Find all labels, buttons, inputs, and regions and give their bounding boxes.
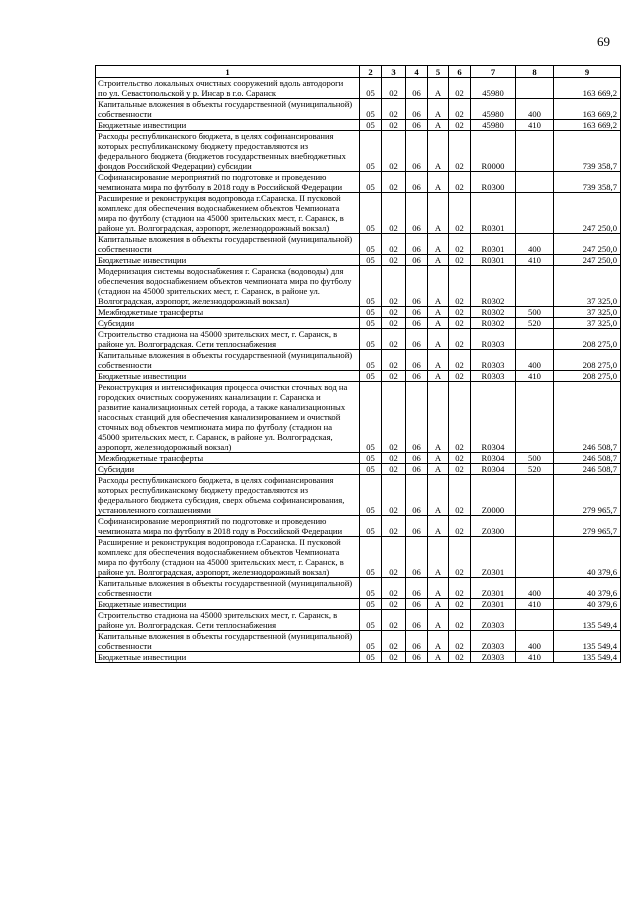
measure-code-cell: 02 [449, 516, 471, 537]
subsection-code-cell: 02 [382, 255, 406, 266]
table-row [96, 516, 621, 537]
measure-code-cell: 02 [449, 329, 471, 350]
amount-cell: 247 250,0 [554, 234, 621, 255]
program-code-cell: 06 [406, 318, 428, 329]
section-code-cell: 05 [360, 350, 382, 371]
amount-cell: 247 250,0 [554, 193, 621, 234]
program-code-cell: 06 [406, 172, 428, 193]
expense-type-code-cell [516, 382, 554, 453]
target-article-code-cell: R0302 [471, 318, 516, 329]
program-code-cell: 06 [406, 120, 428, 131]
subprogram-code-cell: А [428, 537, 449, 578]
item-description-cell: Бюджетные инвестиции [96, 599, 360, 610]
table-row [96, 329, 621, 350]
program-code-cell: 06 [406, 610, 428, 631]
section-code-cell: 05 [360, 371, 382, 382]
subsection-code-cell: 02 [382, 578, 406, 599]
section-code-cell: 05 [360, 172, 382, 193]
header-cell: 3 [382, 66, 406, 78]
amount-cell: 279 965,7 [554, 516, 621, 537]
expense-type-code-cell: 400 [516, 350, 554, 371]
item-description-cell: Капитальные вложения в объекты государственной (муниципальной) собственности [96, 631, 360, 652]
item-description-cell: Софинансирование мероприятий по подготовке и проведению чемпионата мира по футболу в 2018 году в Российской Федерации [96, 516, 360, 537]
amount-cell: 739 358,7 [554, 172, 621, 193]
table-row [96, 631, 621, 652]
amount-cell: 739 358,7 [554, 131, 621, 172]
subsection-code-cell: 02 [382, 537, 406, 578]
subsection-code-cell: 02 [382, 329, 406, 350]
target-article-code-cell: R0304 [471, 453, 516, 464]
measure-code-cell: 02 [449, 99, 471, 120]
table-header-row [96, 66, 621, 78]
amount-cell: 135 549,4 [554, 610, 621, 631]
section-code-cell: 05 [360, 266, 382, 307]
measure-code-cell: 02 [449, 318, 471, 329]
table-row [96, 453, 621, 464]
program-code-cell: 06 [406, 307, 428, 318]
program-code-cell: 06 [406, 382, 428, 453]
subsection-code-cell: 02 [382, 599, 406, 610]
subprogram-code-cell: А [428, 266, 449, 307]
measure-code-cell: 02 [449, 599, 471, 610]
target-article-code-cell: Z0301 [471, 537, 516, 578]
program-code-cell: 06 [406, 516, 428, 537]
subsection-code-cell: 02 [382, 371, 406, 382]
subprogram-code-cell: А [428, 193, 449, 234]
program-code-cell: 06 [406, 652, 428, 663]
program-code-cell: 06 [406, 537, 428, 578]
amount-cell: 163 669,2 [554, 99, 621, 120]
program-code-cell: 06 [406, 131, 428, 172]
amount-cell: 246 508,7 [554, 382, 621, 453]
amount-cell: 208 275,0 [554, 329, 621, 350]
program-code-cell: 06 [406, 99, 428, 120]
target-article-code-cell: R0303 [471, 371, 516, 382]
expense-type-code-cell [516, 516, 554, 537]
expense-type-code-cell [516, 475, 554, 516]
item-description-cell: Капитальные вложения в объекты государственной (муниципальной) собственности [96, 350, 360, 371]
amount-cell: 247 250,0 [554, 255, 621, 266]
amount-cell: 40 379,6 [554, 537, 621, 578]
budget-table [95, 65, 621, 663]
subprogram-code-cell: А [428, 350, 449, 371]
table-row [96, 131, 621, 172]
item-description-cell: Бюджетные инвестиции [96, 255, 360, 266]
section-code-cell: 05 [360, 578, 382, 599]
subsection-code-cell: 02 [382, 234, 406, 255]
subprogram-code-cell: А [428, 318, 449, 329]
item-description-cell: Строительство локальных очистных сооружений вдоль автодороги по ул. Севастопольской у р. Инсар в г.о. Саранск [96, 78, 360, 99]
section-code-cell: 05 [360, 610, 382, 631]
subprogram-code-cell: А [428, 371, 449, 382]
table-row [96, 475, 621, 516]
target-article-code-cell: Z0000 [471, 475, 516, 516]
table-row [96, 234, 621, 255]
table-row [96, 652, 621, 663]
section-code-cell: 05 [360, 475, 382, 516]
section-code-cell: 05 [360, 120, 382, 131]
subprogram-code-cell: А [428, 131, 449, 172]
subsection-code-cell: 02 [382, 131, 406, 172]
table-row [96, 120, 621, 131]
item-description-cell: Бюджетные инвестиции [96, 120, 360, 131]
table-row [96, 318, 621, 329]
expense-type-code-cell: 410 [516, 599, 554, 610]
section-code-cell: 05 [360, 234, 382, 255]
measure-code-cell: 02 [449, 464, 471, 475]
header-cell: 9 [554, 66, 621, 78]
subsection-code-cell: 02 [382, 307, 406, 318]
measure-code-cell: 02 [449, 266, 471, 307]
item-description-cell: Капитальные вложения в объекты государственной (муниципальной) собственности [96, 234, 360, 255]
amount-cell: 208 275,0 [554, 350, 621, 371]
section-code-cell: 05 [360, 382, 382, 453]
table-row [96, 99, 621, 120]
item-description-cell: Субсидии [96, 464, 360, 475]
section-code-cell: 05 [360, 329, 382, 350]
measure-code-cell: 02 [449, 120, 471, 131]
expense-type-code-cell: 400 [516, 578, 554, 599]
measure-code-cell: 02 [449, 307, 471, 318]
amount-cell: 279 965,7 [554, 475, 621, 516]
item-description-cell: Расширение и реконструкция водопровода г.Саранска. II пусковой комплекс для обеспечения водоснабжением объектов Чемпионата мира по футболу (стадион на 45000 зрительских мест, г. Саранск, в районе ул. Волгоградская, аэропорт, железнодорожный вокзал) [96, 537, 360, 578]
subprogram-code-cell: А [428, 307, 449, 318]
program-code-cell: 06 [406, 193, 428, 234]
header-cell: 4 [406, 66, 428, 78]
target-article-code-cell: R0300 [471, 172, 516, 193]
measure-code-cell: 02 [449, 652, 471, 663]
subprogram-code-cell: А [428, 516, 449, 537]
subprogram-code-cell: А [428, 464, 449, 475]
expense-type-code-cell: 520 [516, 464, 554, 475]
target-article-code-cell: R0301 [471, 193, 516, 234]
header-cell: 5 [428, 66, 449, 78]
table-row [96, 193, 621, 234]
expense-type-code-cell: 400 [516, 631, 554, 652]
measure-code-cell: 02 [449, 172, 471, 193]
amount-cell: 37 325,0 [554, 318, 621, 329]
table-row [96, 307, 621, 318]
target-article-code-cell: R0301 [471, 234, 516, 255]
target-article-code-cell: Z0303 [471, 610, 516, 631]
amount-cell: 135 549,4 [554, 631, 621, 652]
amount-cell: 37 325,0 [554, 266, 621, 307]
item-description-cell: Реконструкция и интенсификация процесса очистки сточных вод на городских очистных сооружениях канализации г. Саранска и развитие канализационных сетей города, а также канализационных насосных станций для обеспечения канализированием и очисткой сточных вод объектов чемпионата мира по футболу (стадион на 45000 зрительских мест, г. Саранск, в районе ул. Волгоградская, аэропорт, железнодорожный вокзал) [96, 382, 360, 453]
measure-code-cell: 02 [449, 537, 471, 578]
subprogram-code-cell: А [428, 78, 449, 99]
section-code-cell: 05 [360, 318, 382, 329]
subprogram-code-cell: А [428, 172, 449, 193]
measure-code-cell: 02 [449, 631, 471, 652]
program-code-cell: 06 [406, 475, 428, 516]
measure-code-cell: 02 [449, 255, 471, 266]
subsection-code-cell: 02 [382, 610, 406, 631]
subprogram-code-cell: А [428, 475, 449, 516]
subsection-code-cell: 02 [382, 78, 406, 99]
program-code-cell: 06 [406, 631, 428, 652]
subsection-code-cell: 02 [382, 318, 406, 329]
subprogram-code-cell: А [428, 329, 449, 350]
target-article-code-cell: R0303 [471, 350, 516, 371]
subprogram-code-cell: А [428, 631, 449, 652]
measure-code-cell: 02 [449, 475, 471, 516]
target-article-code-cell: 45980 [471, 78, 516, 99]
expense-type-code-cell: 410 [516, 120, 554, 131]
program-code-cell: 06 [406, 255, 428, 266]
amount-cell: 135 549,4 [554, 652, 621, 663]
expense-type-code-cell: 500 [516, 453, 554, 464]
section-code-cell: 05 [360, 99, 382, 120]
target-article-code-cell: Z0300 [471, 516, 516, 537]
subsection-code-cell: 02 [382, 453, 406, 464]
header-cell: 2 [360, 66, 382, 78]
table-row [96, 371, 621, 382]
subsection-code-cell: 02 [382, 652, 406, 663]
measure-code-cell: 02 [449, 193, 471, 234]
section-code-cell: 05 [360, 464, 382, 475]
program-code-cell: 06 [406, 578, 428, 599]
program-code-cell: 06 [406, 266, 428, 307]
table-row [96, 382, 621, 453]
item-description-cell: Бюджетные инвестиции [96, 371, 360, 382]
table-row [96, 266, 621, 307]
subsection-code-cell: 02 [382, 99, 406, 120]
amount-cell: 163 669,2 [554, 78, 621, 99]
subprogram-code-cell: А [428, 578, 449, 599]
section-code-cell: 05 [360, 78, 382, 99]
header-cell: 7 [471, 66, 516, 78]
table-row [96, 599, 621, 610]
measure-code-cell: 02 [449, 453, 471, 464]
item-description-cell: Софинансирование мероприятий по подготовке и проведению чемпионата мира по футболу в 2018 году в Российской Федерации [96, 172, 360, 193]
program-code-cell: 06 [406, 464, 428, 475]
program-code-cell: 06 [406, 234, 428, 255]
expense-type-code-cell: 410 [516, 371, 554, 382]
target-article-code-cell: R0304 [471, 464, 516, 475]
subsection-code-cell: 02 [382, 516, 406, 537]
item-description-cell: Капитальные вложения в объекты государственной (муниципальной) собственности [96, 99, 360, 120]
table-row [96, 610, 621, 631]
item-description-cell: Субсидии [96, 318, 360, 329]
subsection-code-cell: 02 [382, 475, 406, 516]
section-code-cell: 05 [360, 599, 382, 610]
page-number: 69 [597, 34, 610, 49]
target-article-code-cell: Z0303 [471, 652, 516, 663]
subprogram-code-cell: А [428, 234, 449, 255]
section-code-cell: 05 [360, 193, 382, 234]
section-code-cell: 05 [360, 652, 382, 663]
subprogram-code-cell: А [428, 382, 449, 453]
measure-code-cell: 02 [449, 578, 471, 599]
measure-code-cell: 02 [449, 234, 471, 255]
measure-code-cell: 02 [449, 610, 471, 631]
expense-type-code-cell: 400 [516, 234, 554, 255]
item-description-cell: Модернизация системы водоснабжения г. Саранска (водоводы) для обеспечения водоснабжением объектов чемпионата мира по футболу (стадион на 45000 зрительских мест, г. Саранск, в районе ул. Волгоградская, аэропорт, железнодорожный вокзал) [96, 266, 360, 307]
measure-code-cell: 02 [449, 371, 471, 382]
subprogram-code-cell: А [428, 99, 449, 120]
table-row [96, 537, 621, 578]
subsection-code-cell: 02 [382, 350, 406, 371]
subprogram-code-cell: А [428, 120, 449, 131]
amount-cell: 208 275,0 [554, 371, 621, 382]
item-description-cell: Межбюджетные трансферты [96, 307, 360, 318]
section-code-cell: 05 [360, 537, 382, 578]
expense-type-code-cell [516, 610, 554, 631]
item-description-cell: Межбюджетные трансферты [96, 453, 360, 464]
target-article-code-cell: R0301 [471, 255, 516, 266]
section-code-cell: 05 [360, 631, 382, 652]
table-row [96, 255, 621, 266]
header-cell: 1 [96, 66, 360, 78]
header-cell: 6 [449, 66, 471, 78]
target-article-code-cell: Z0303 [471, 631, 516, 652]
target-article-code-cell: 45980 [471, 120, 516, 131]
program-code-cell: 06 [406, 78, 428, 99]
expense-type-code-cell [516, 329, 554, 350]
section-code-cell: 05 [360, 255, 382, 266]
target-article-code-cell: R0302 [471, 307, 516, 318]
expense-type-code-cell [516, 537, 554, 578]
section-code-cell: 05 [360, 516, 382, 537]
subsection-code-cell: 02 [382, 631, 406, 652]
measure-code-cell: 02 [449, 78, 471, 99]
expense-type-code-cell [516, 193, 554, 234]
amount-cell: 246 508,7 [554, 453, 621, 464]
expense-type-code-cell: 410 [516, 652, 554, 663]
subsection-code-cell: 02 [382, 172, 406, 193]
subsection-code-cell: 02 [382, 382, 406, 453]
expense-type-code-cell [516, 131, 554, 172]
section-code-cell: 05 [360, 131, 382, 172]
subprogram-code-cell: А [428, 610, 449, 631]
subprogram-code-cell: А [428, 453, 449, 464]
expense-type-code-cell [516, 172, 554, 193]
item-description-cell: Капитальные вложения в объекты государственной (муниципальной) собственности [96, 578, 360, 599]
header-cell: 8 [516, 66, 554, 78]
expense-type-code-cell [516, 266, 554, 307]
target-article-code-cell: Z0301 [471, 578, 516, 599]
subsection-code-cell: 02 [382, 120, 406, 131]
item-description-cell: Расходы республиканского бюджета, в целях софинансирования которых республиканскому бюджету предоставляются из федерального бюджета субсидия, сверх объема софинансирования, установленного соглашениями [96, 475, 360, 516]
program-code-cell: 06 [406, 371, 428, 382]
section-code-cell: 05 [360, 307, 382, 318]
expense-type-code-cell: 500 [516, 307, 554, 318]
table-row [96, 464, 621, 475]
expense-type-code-cell: 520 [516, 318, 554, 329]
expense-type-code-cell [516, 78, 554, 99]
target-article-code-cell: R0304 [471, 382, 516, 453]
target-article-code-cell: 45980 [471, 99, 516, 120]
target-article-code-cell: R0000 [471, 131, 516, 172]
table-row [96, 350, 621, 371]
measure-code-cell: 02 [449, 350, 471, 371]
item-description-cell: Бюджетные инвестиции [96, 652, 360, 663]
table-row [96, 172, 621, 193]
item-description-cell: Строительство стадиона на 45000 зрительских мест, г. Саранск, в районе ул. Волгоградская. Сети теплоснабжения [96, 329, 360, 350]
subprogram-code-cell: А [428, 652, 449, 663]
amount-cell: 40 379,6 [554, 578, 621, 599]
table-row [96, 78, 621, 99]
subsection-code-cell: 02 [382, 193, 406, 234]
amount-cell: 246 508,7 [554, 464, 621, 475]
program-code-cell: 06 [406, 329, 428, 350]
amount-cell: 163 669,2 [554, 120, 621, 131]
expense-type-code-cell: 410 [516, 255, 554, 266]
measure-code-cell: 02 [449, 382, 471, 453]
item-description-cell: Расширение и реконструкция водопровода г.Саранска. II пусковой комплекс для обеспечения водоснабжением объектов Чемпионата мира по футболу (стадион на 45000 зрительских мест, г. Саранск, в районе ул. Волгоградская, аэропорт, железнодорожный вокзал) [96, 193, 360, 234]
amount-cell: 40 379,6 [554, 599, 621, 610]
target-article-code-cell: R0302 [471, 266, 516, 307]
subprogram-code-cell: А [428, 599, 449, 610]
amount-cell: 37 325,0 [554, 307, 621, 318]
program-code-cell: 06 [406, 350, 428, 371]
item-description-cell: Строительство стадиона на 45000 зрительских мест, г. Саранск, в районе ул. Волгоградская. Сети теплоснабжения [96, 610, 360, 631]
target-article-code-cell: Z0301 [471, 599, 516, 610]
program-code-cell: 06 [406, 453, 428, 464]
target-article-code-cell: R0303 [471, 329, 516, 350]
section-code-cell: 05 [360, 453, 382, 464]
subprogram-code-cell: А [428, 255, 449, 266]
program-code-cell: 06 [406, 599, 428, 610]
subsection-code-cell: 02 [382, 464, 406, 475]
subsection-code-cell: 02 [382, 266, 406, 307]
table-row [96, 578, 621, 599]
expense-type-code-cell: 400 [516, 99, 554, 120]
item-description-cell: Расходы республиканского бюджета, в целях софинансирования которых республиканскому бюджету предоставляются из федерального бюджета (бюджетов государственных внебюджетных фондов Российской Федерации) субсидии [96, 131, 360, 172]
measure-code-cell: 02 [449, 131, 471, 172]
